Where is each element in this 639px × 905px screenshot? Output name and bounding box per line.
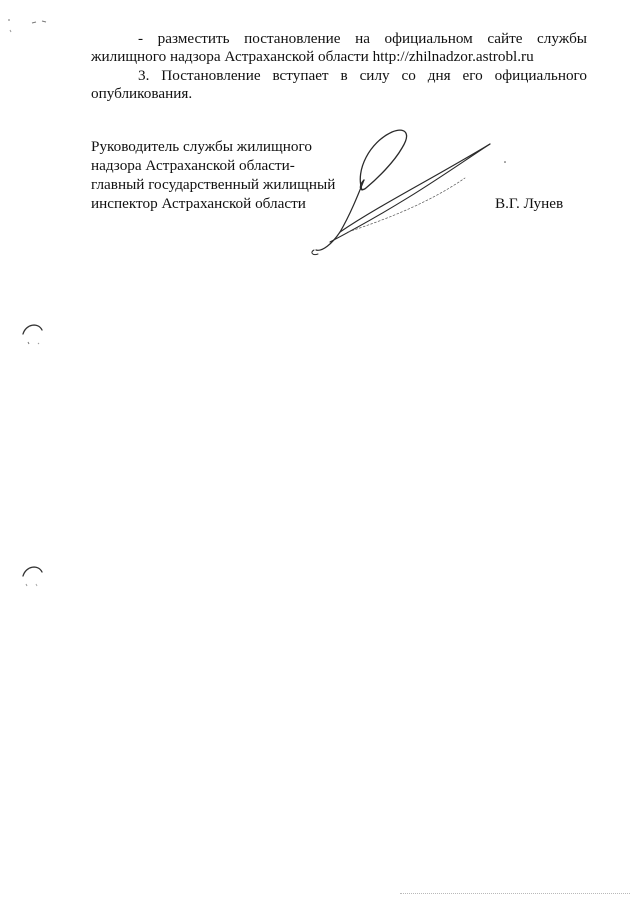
paragraph-effective-date — [91, 67, 587, 103]
paragraph-line: опубликования. — [91, 85, 193, 102]
signatory-name: В.Г. Лунев — [495, 195, 564, 212]
paragraph-line: 3. Постановление вступает в силу со дня его официального — [138, 67, 587, 84]
signatory-title-line: инспектор Астраханской области — [91, 195, 306, 212]
paragraph-line: - разместить постановление на официальном сайте службы — [138, 30, 587, 47]
scan-edge-line — [400, 893, 630, 895]
binder-hole-mark — [20, 318, 50, 348]
paragraph-publish-site — [91, 30, 587, 66]
signatory-title — [91, 137, 335, 213]
scan-speck-top-left — [6, 8, 56, 38]
signatory-title-line: надзора Астраханской области- — [91, 157, 295, 174]
signatory-title-line: Руководитель службы жилищного — [91, 138, 312, 155]
signatory-title-line: главный государственный жилищный — [91, 176, 336, 193]
binder-hole-mark — [20, 560, 50, 590]
paragraph-line: жилищного надзора Астраханской области http://zhilnadzor.astrobl.ru — [91, 48, 534, 65]
